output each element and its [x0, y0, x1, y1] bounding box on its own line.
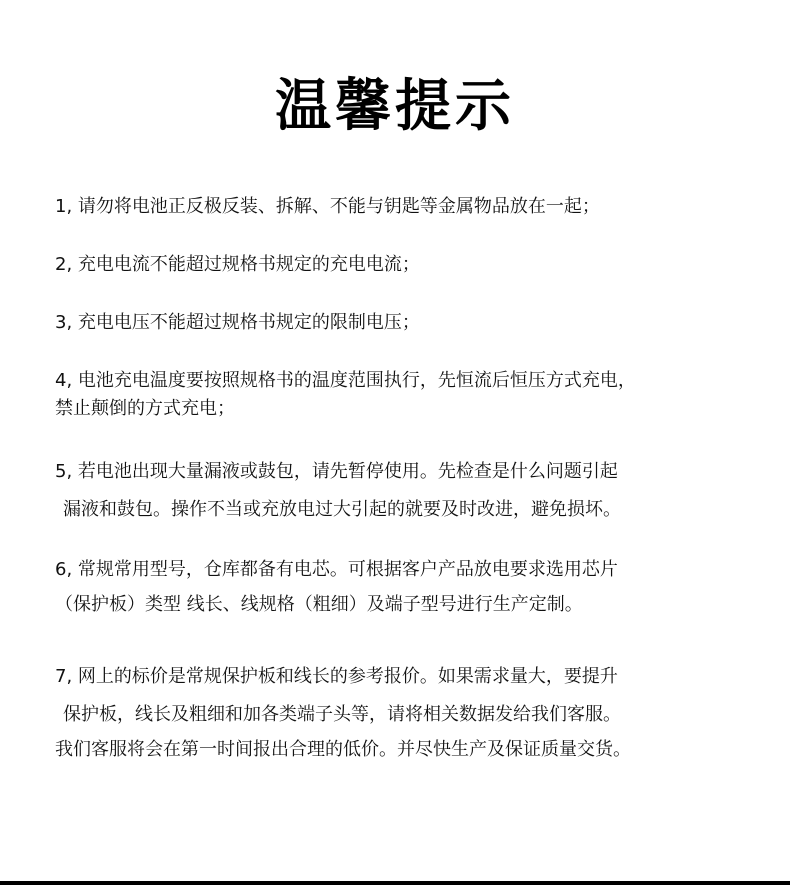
notice-item-7-line-2: 保护板，线长及粗细和加各类端子头等，请将相关数据发给我们客服。 — [63, 704, 621, 725]
notice-item-6-line-1: 6, 常规常用型号，仓库都备有电芯。可根据客户产品放电要求选用芯片 — [55, 559, 618, 580]
notice-item-7-line-3: 我们客服将会在第一时间报出合理的低价。并尽快生产及保证质量交货。 — [55, 739, 631, 760]
notice-item-2: 2, 充电电流不能超过规格书规定的充电电流； — [55, 254, 420, 275]
notice-item-4-line-2: 禁止颠倒的方式充电； — [55, 398, 235, 419]
notice-item-7-line-1: 7, 网上的标价是常规保护板和线长的参考报价。如果需求量大，要提升 — [55, 666, 618, 687]
bottom-divider — [0, 881, 790, 885]
notice-item-5-line-2: 漏液和鼓包。操作不当或充放电过大引起的就要及时改进，避免损坏。 — [63, 499, 621, 520]
notice-item-3: 3, 充电电压不能超过规格书规定的限制电压； — [55, 312, 420, 333]
notice-item-6-line-2: （保护板）类型 线长、线规格（粗细）及端子型号进行生产定制。 — [55, 594, 583, 615]
notice-item-5-line-1: 5, 若电池出现大量漏液或鼓包，请先暂停使用。先检查是什么问题引起 — [55, 461, 618, 482]
page-title: 温馨提示 — [275, 74, 515, 139]
notice-item-1: 1, 请勿将电池正反极反装、拆解、不能与钥匙等金属物品放在一起； — [55, 196, 600, 217]
notice-item-4-line-1: 4, 电池充电温度要按照规格书的温度范围执行，先恒流后恒压方式充电， — [55, 370, 636, 391]
